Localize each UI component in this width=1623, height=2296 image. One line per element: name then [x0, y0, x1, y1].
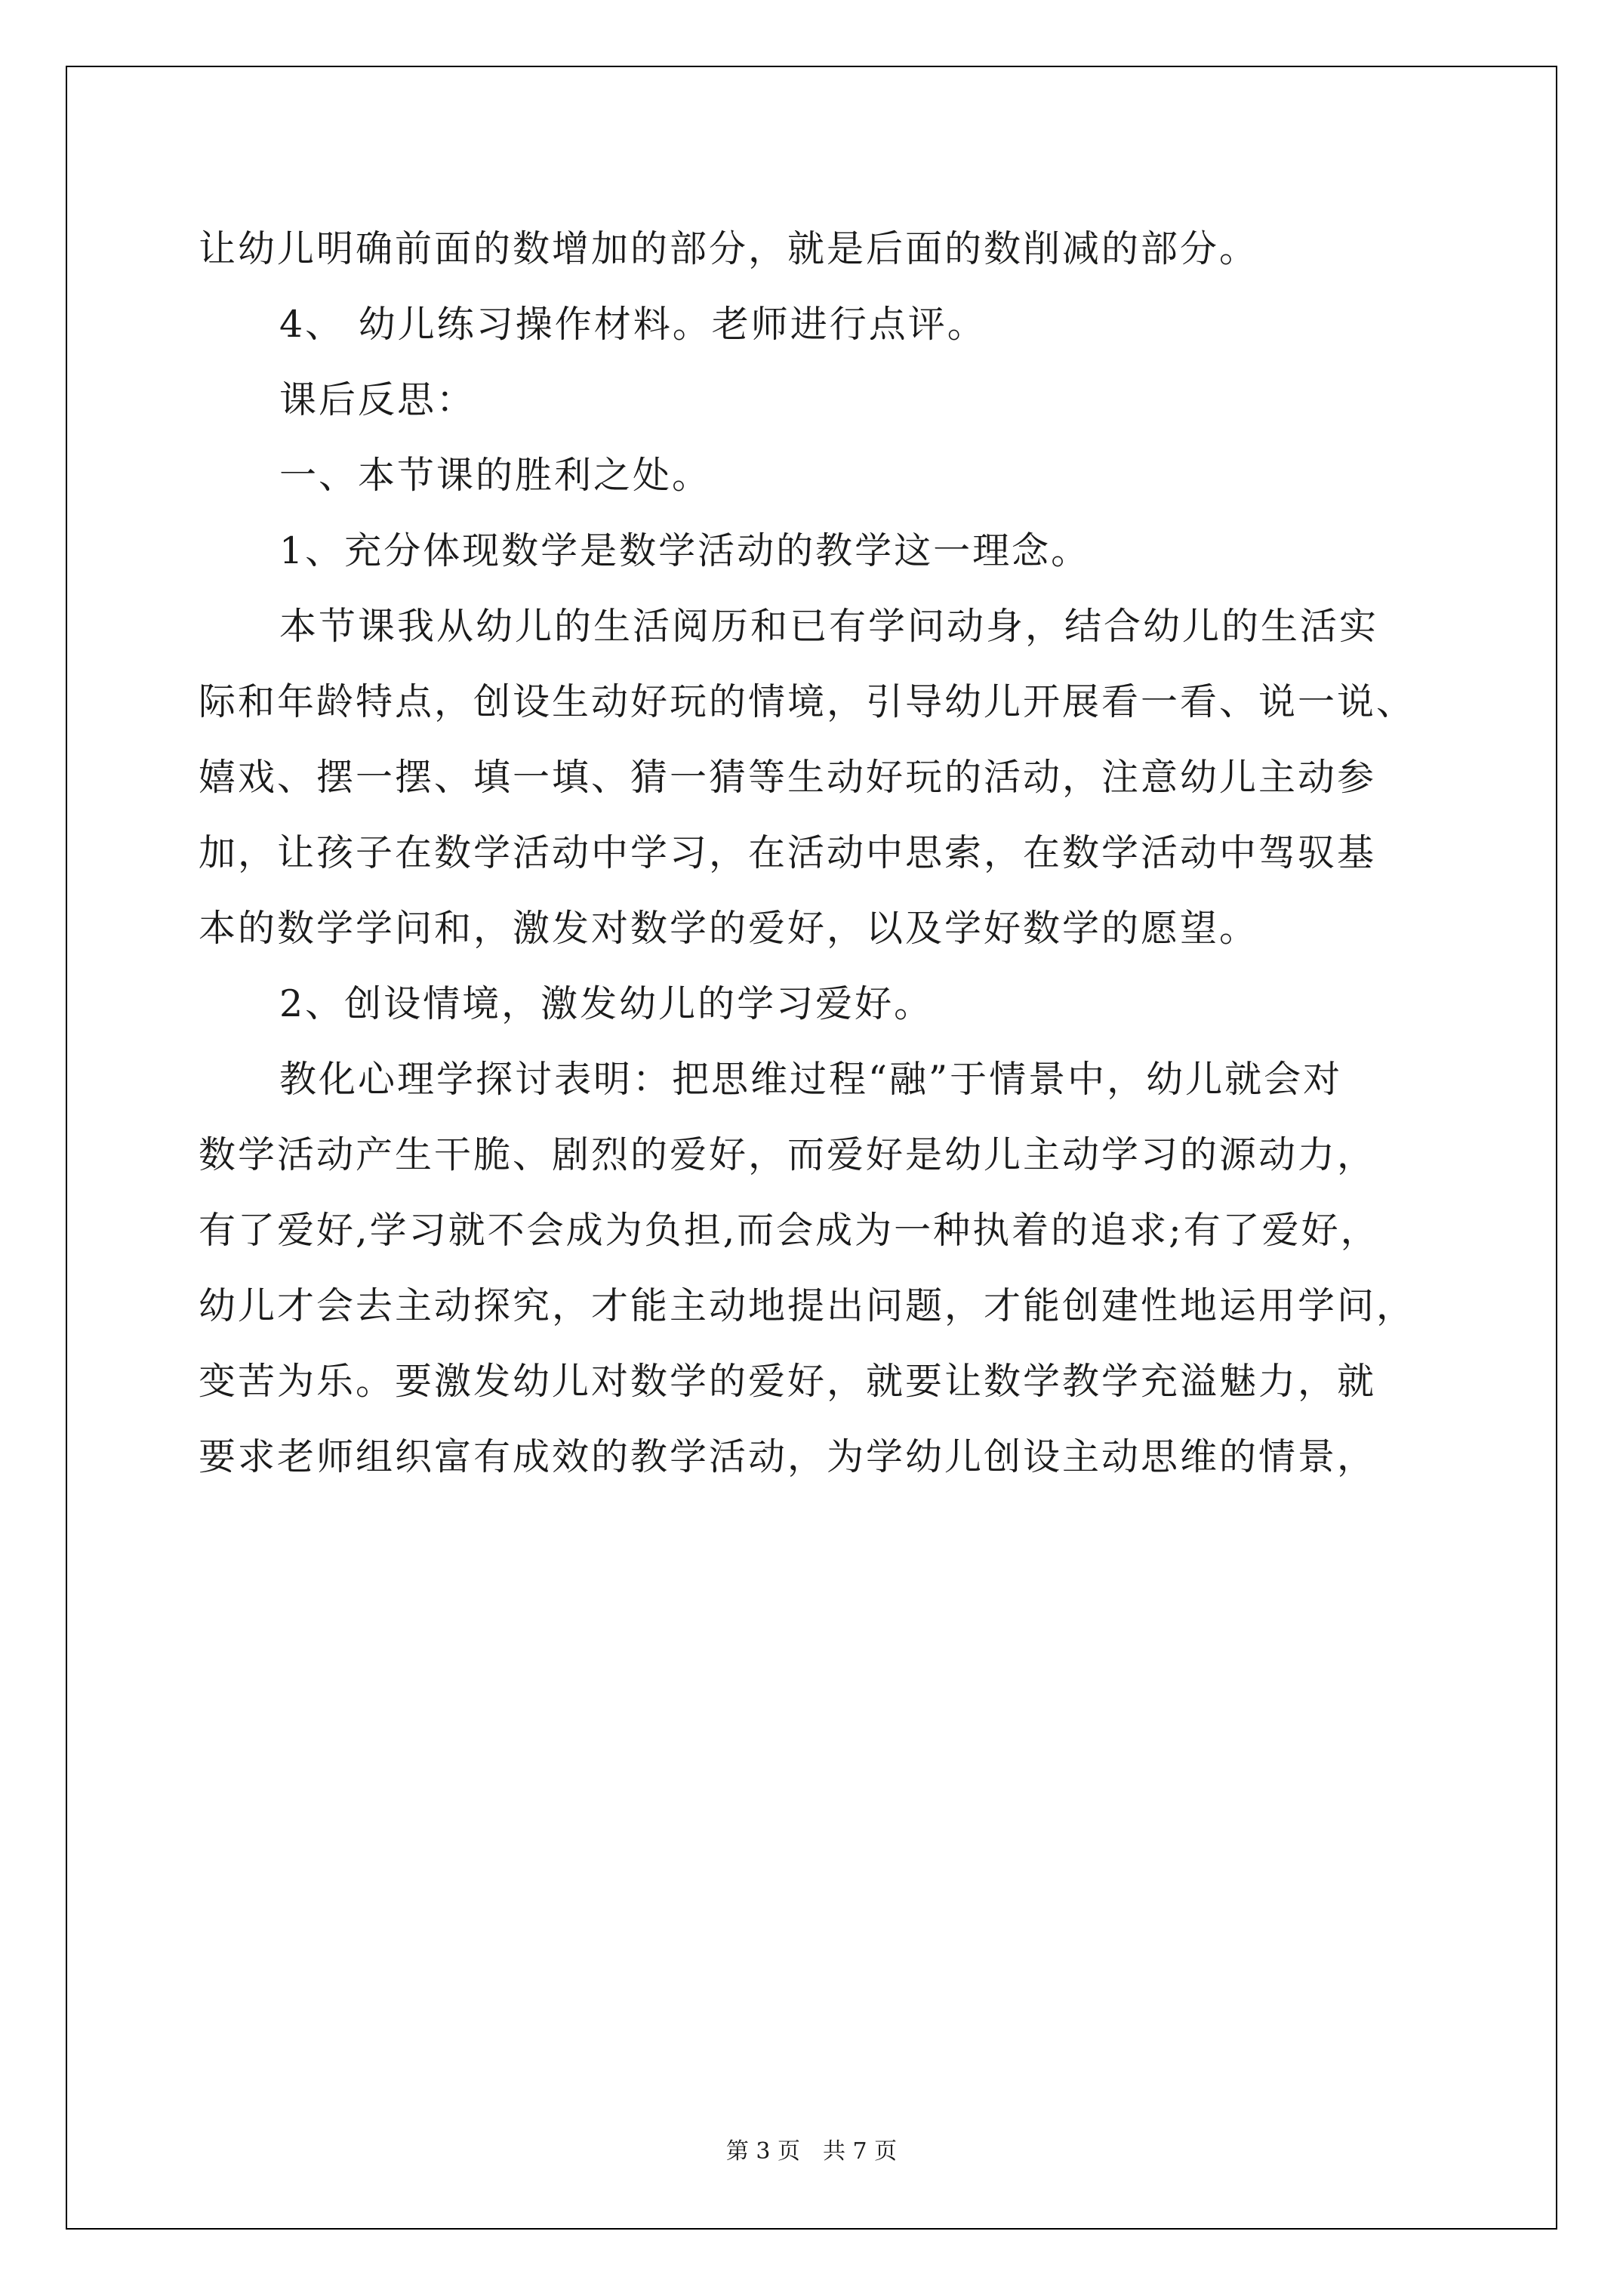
- text-line-4: 一、本节课的胜利之处。: [279, 454, 712, 497]
- text-line-5: 1、充分体现数学是数学活动的教学这一理念。: [279, 529, 1091, 572]
- text-line-15: 幼儿才会去主动探究，才能主动地提出问题，才能创建性地运用学问，: [199, 1284, 1416, 1327]
- text-line-11: 2、创设情境，激发幼儿的学习爱好。: [279, 982, 934, 1025]
- text-line-8: 嬉戏、摆一摆、填一填、猜一猜等生动好玩的活动，注意幼儿主动参: [199, 756, 1377, 799]
- page-number-total: 共 7 页: [823, 2138, 898, 2165]
- text-line-10: 本的数学学问和，激发对数学的爱好，以及学好数学的愿望。: [199, 907, 1259, 950]
- page-footer: [0, 2137, 1623, 2167]
- text-line-7: 际和年龄特点，创设生动好玩的情境，引导幼儿开展看一看、说一说、: [199, 680, 1416, 723]
- text-line-14: 有了爱好,学习就不会成为负担,而会成为一种执着的追求;有了爱好，: [199, 1209, 1380, 1252]
- page-number-current: 第 3 页: [725, 2138, 800, 2165]
- text-line-6: 本节课我从幼儿的生活阅历和已有学问动身，结合幼儿的生活实: [279, 605, 1379, 648]
- text-line-1: 让幼儿明确前面的数增加的部分，就是后面的数削减的部分。: [199, 227, 1259, 270]
- text-line-17: 要求老师组织富有成效的教学活动，为学幼儿创设主动思维的情景，: [199, 1435, 1377, 1478]
- text-line-2: 4、 幼儿练习操作材料。老师进行点评。: [279, 303, 987, 346]
- text-line-12: 教化心理学探讨表明：把思维过程“融”于情景中，幼儿就会对: [279, 1058, 1343, 1101]
- text-line-9: 加，让孩子在数学活动中学习，在活动中思索，在数学活动中驾驭基: [199, 831, 1377, 874]
- text-line-16: 变苦为乐。要激发幼儿对数学的爱好，就要让数学教学充溢魅力，就: [199, 1360, 1377, 1403]
- text-line-13: 数学活动产生干脆、剧烈的爱好，而爱好是幼儿主动学习的源动力，: [199, 1133, 1377, 1176]
- text-line-3: 课后反思：: [279, 378, 476, 421]
